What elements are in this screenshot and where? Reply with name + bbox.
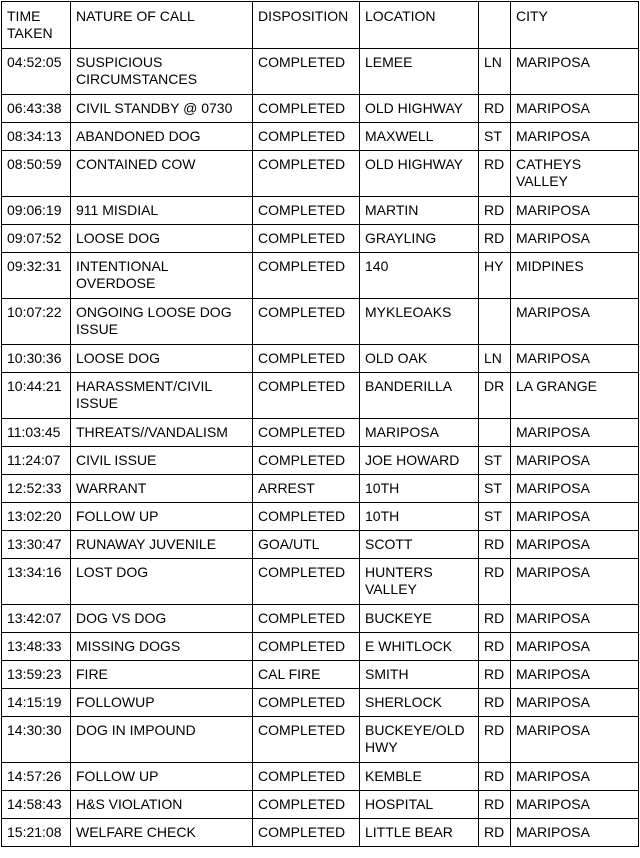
cell-location: BANDERILLA [360, 373, 479, 419]
cell-street-suffix: RD [479, 531, 511, 559]
cell-nature-of-call: FOLLOW UP [71, 503, 253, 531]
cell-nature-of-call: CIVIL ISSUE [71, 447, 253, 475]
cell-location: OLD OAK [360, 345, 479, 373]
cell-disposition: COMPLETED [253, 717, 360, 763]
table-row [2, 447, 639, 475]
cell-disposition: COMPLETED [253, 447, 360, 475]
cell-time-taken: 10:44:21 [2, 373, 71, 419]
cell-city: MARIPOSA [511, 503, 639, 531]
table-row [2, 419, 639, 447]
table-row [2, 373, 639, 419]
cell-time-taken: 06:43:38 [2, 95, 71, 123]
cell-disposition: COMPLETED [253, 95, 360, 123]
table-row [2, 345, 639, 373]
table-row [2, 633, 639, 661]
table-row [2, 49, 639, 95]
cell-disposition: COMPLETED [253, 633, 360, 661]
cell-disposition: COMPLETED [253, 373, 360, 419]
cell-time-taken: 09:07:52 [2, 225, 71, 253]
table-row [2, 605, 639, 633]
cell-time-taken: 14:57:26 [2, 763, 71, 791]
cell-time-taken: 08:34:13 [2, 123, 71, 151]
cell-street-suffix: RD [479, 151, 511, 197]
cell-time-taken: 11:24:07 [2, 447, 71, 475]
cell-location: HOSPITAL [360, 791, 479, 819]
cell-street-suffix: RD [479, 791, 511, 819]
cell-nature-of-call: ONGOING LOOSE DOG ISSUE [71, 299, 253, 345]
cell-location: HUNTERS VALLEY [360, 559, 479, 605]
cell-location: 140 [360, 253, 479, 299]
cell-street-suffix: RD [479, 819, 511, 847]
table-row [2, 151, 639, 197]
table-row [2, 225, 639, 253]
cell-city: MARIPOSA [511, 475, 639, 503]
cell-nature-of-call: DOG IN IMPOUND [71, 717, 253, 763]
cell-disposition: CAL FIRE [253, 661, 360, 689]
cell-city: MARIPOSA [511, 559, 639, 605]
header-disposition: DISPOSITION [253, 2, 360, 49]
table-row [2, 763, 639, 791]
cell-street-suffix: ST [479, 123, 511, 151]
cell-street-suffix: RD [479, 689, 511, 717]
cell-time-taken: 14:30:30 [2, 717, 71, 763]
table-row [2, 819, 639, 847]
cell-city: MARIPOSA [511, 717, 639, 763]
cell-nature-of-call: ABANDONED DOG [71, 123, 253, 151]
cell-disposition: COMPLETED [253, 605, 360, 633]
table-row [2, 717, 639, 763]
cell-street-suffix [479, 299, 511, 345]
cell-street-suffix: RD [479, 661, 511, 689]
cell-disposition: COMPLETED [253, 151, 360, 197]
table-row [2, 689, 639, 717]
cell-location: BUCKEYE [360, 605, 479, 633]
cell-disposition: COMPLETED [253, 299, 360, 345]
cell-city: CATHEYS VALLEY [511, 151, 639, 197]
cell-city: MARIPOSA [511, 123, 639, 151]
cell-location: SHERLOCK [360, 689, 479, 717]
cell-street-suffix: LN [479, 49, 511, 95]
cell-time-taken: 15:21:08 [2, 819, 71, 847]
cell-nature-of-call: HARASSMENT/CIVIL ISSUE [71, 373, 253, 419]
cell-street-suffix: LN [479, 345, 511, 373]
cell-city: MARIPOSA [511, 661, 639, 689]
cell-time-taken: 12:52:33 [2, 475, 71, 503]
header-nature-of-call: NATURE OF CALL [71, 2, 253, 49]
cell-city: MARIPOSA [511, 819, 639, 847]
cell-nature-of-call: H&S VIOLATION [71, 791, 253, 819]
cell-time-taken: 10:30:36 [2, 345, 71, 373]
cell-disposition: COMPLETED [253, 225, 360, 253]
cell-location: OLD HIGHWAY [360, 151, 479, 197]
cell-location: GRAYLING [360, 225, 479, 253]
cell-street-suffix: RD [479, 763, 511, 791]
table-row [2, 299, 639, 345]
cell-time-taken: 09:32:31 [2, 253, 71, 299]
cell-nature-of-call: THREATS//VANDALISM [71, 419, 253, 447]
cell-nature-of-call: CONTAINED COW [71, 151, 253, 197]
cell-disposition: COMPLETED [253, 791, 360, 819]
cell-city: MARIPOSA [511, 605, 639, 633]
cell-location: SMITH [360, 661, 479, 689]
cell-street-suffix: RD [479, 633, 511, 661]
table-row [2, 475, 639, 503]
cell-city: MARIPOSA [511, 689, 639, 717]
cell-city: MARIPOSA [511, 225, 639, 253]
cell-disposition: COMPLETED [253, 49, 360, 95]
table-row [2, 503, 639, 531]
header-row [2, 2, 639, 49]
cell-street-suffix: ST [479, 503, 511, 531]
table-row [2, 95, 639, 123]
cell-street-suffix: HY [479, 253, 511, 299]
cell-time-taken: 13:42:07 [2, 605, 71, 633]
cell-disposition: COMPLETED [253, 763, 360, 791]
cell-nature-of-call: FOLLOW UP [71, 763, 253, 791]
cell-time-taken: 14:15:19 [2, 689, 71, 717]
cell-city: MARIPOSA [511, 419, 639, 447]
header-street-suffix [479, 2, 511, 49]
cell-city: MARIPOSA [511, 791, 639, 819]
cell-city: MARIPOSA [511, 447, 639, 475]
cell-disposition: COMPLETED [253, 123, 360, 151]
cell-location: 10TH [360, 503, 479, 531]
cell-nature-of-call: CIVIL STANDBY @ 0730 [71, 95, 253, 123]
cell-city: MARIPOSA [511, 345, 639, 373]
cell-nature-of-call: 911 MISDIAL [71, 197, 253, 225]
cell-location: BUCKEYE/OLD HWY [360, 717, 479, 763]
cell-nature-of-call: SUSPICIOUS CIRCUMSTANCES [71, 49, 253, 95]
cell-location: MYKLEOAKS [360, 299, 479, 345]
cell-city: LA GRANGE [511, 373, 639, 419]
cell-location: LITTLE BEAR [360, 819, 479, 847]
table-row [2, 253, 639, 299]
cell-street-suffix: RD [479, 197, 511, 225]
cell-street-suffix: RD [479, 559, 511, 605]
cell-city: MARIPOSA [511, 633, 639, 661]
cell-nature-of-call: LOST DOG [71, 559, 253, 605]
cell-city: MARIPOSA [511, 95, 639, 123]
cell-disposition: COMPLETED [253, 689, 360, 717]
call-log-table [1, 1, 639, 847]
cell-city: MARIPOSA [511, 763, 639, 791]
cell-time-taken: 08:50:59 [2, 151, 71, 197]
cell-time-taken: 11:03:45 [2, 419, 71, 447]
cell-location: JOE HOWARD [360, 447, 479, 475]
table-row [2, 791, 639, 819]
cell-city: MARIPOSA [511, 49, 639, 95]
cell-time-taken: 13:59:23 [2, 661, 71, 689]
cell-location: MARIPOSA [360, 419, 479, 447]
cell-location: LEMEE [360, 49, 479, 95]
cell-location: MARTIN [360, 197, 479, 225]
header-city: CITY [511, 2, 639, 49]
cell-nature-of-call: FOLLOWUP [71, 689, 253, 717]
cell-nature-of-call: DOG VS DOG [71, 605, 253, 633]
cell-street-suffix: RD [479, 225, 511, 253]
cell-city: MARIPOSA [511, 299, 639, 345]
cell-nature-of-call: WELFARE CHECK [71, 819, 253, 847]
cell-nature-of-call: MISSING DOGS [71, 633, 253, 661]
cell-time-taken: 13:48:33 [2, 633, 71, 661]
cell-disposition: COMPLETED [253, 345, 360, 373]
cell-street-suffix [479, 419, 511, 447]
cell-time-taken: 04:52:05 [2, 49, 71, 95]
cell-nature-of-call: INTENTIONAL OVERDOSE [71, 253, 253, 299]
cell-disposition: COMPLETED [253, 819, 360, 847]
table-row [2, 531, 639, 559]
table-row [2, 197, 639, 225]
table-row [2, 123, 639, 151]
cell-location: E WHITLOCK [360, 633, 479, 661]
cell-disposition: ARREST [253, 475, 360, 503]
cell-nature-of-call: LOOSE DOG [71, 345, 253, 373]
call-log-body [2, 49, 639, 847]
cell-city: MIDPINES [511, 253, 639, 299]
cell-disposition: COMPLETED [253, 419, 360, 447]
cell-disposition: COMPLETED [253, 197, 360, 225]
cell-street-suffix: DR [479, 373, 511, 419]
cell-location: SCOTT [360, 531, 479, 559]
cell-location: KEMBLE [360, 763, 479, 791]
cell-time-taken: 14:58:43 [2, 791, 71, 819]
cell-city: MARIPOSA [511, 531, 639, 559]
cell-time-taken: 13:34:16 [2, 559, 71, 605]
cell-street-suffix: ST [479, 447, 511, 475]
cell-time-taken: 13:02:20 [2, 503, 71, 531]
cell-disposition: COMPLETED [253, 503, 360, 531]
cell-disposition: COMPLETED [253, 559, 360, 605]
cell-location: MAXWELL [360, 123, 479, 151]
header-time-taken: TIME TAKEN [2, 2, 71, 49]
cell-street-suffix: RD [479, 717, 511, 763]
header-location: LOCATION [360, 2, 479, 49]
cell-location: OLD HIGHWAY [360, 95, 479, 123]
cell-time-taken: 09:06:19 [2, 197, 71, 225]
table-row [2, 661, 639, 689]
cell-street-suffix: RD [479, 95, 511, 123]
cell-street-suffix: ST [479, 475, 511, 503]
cell-time-taken: 13:30:47 [2, 531, 71, 559]
cell-nature-of-call: WARRANT [71, 475, 253, 503]
cell-disposition: GOA/UTL [253, 531, 360, 559]
cell-nature-of-call: RUNAWAY JUVENILE [71, 531, 253, 559]
cell-nature-of-call: FIRE [71, 661, 253, 689]
cell-street-suffix: RD [479, 605, 511, 633]
table-row [2, 559, 639, 605]
cell-time-taken: 10:07:22 [2, 299, 71, 345]
cell-location: 10TH [360, 475, 479, 503]
cell-city: MARIPOSA [511, 197, 639, 225]
cell-disposition: COMPLETED [253, 253, 360, 299]
cell-nature-of-call: LOOSE DOG [71, 225, 253, 253]
